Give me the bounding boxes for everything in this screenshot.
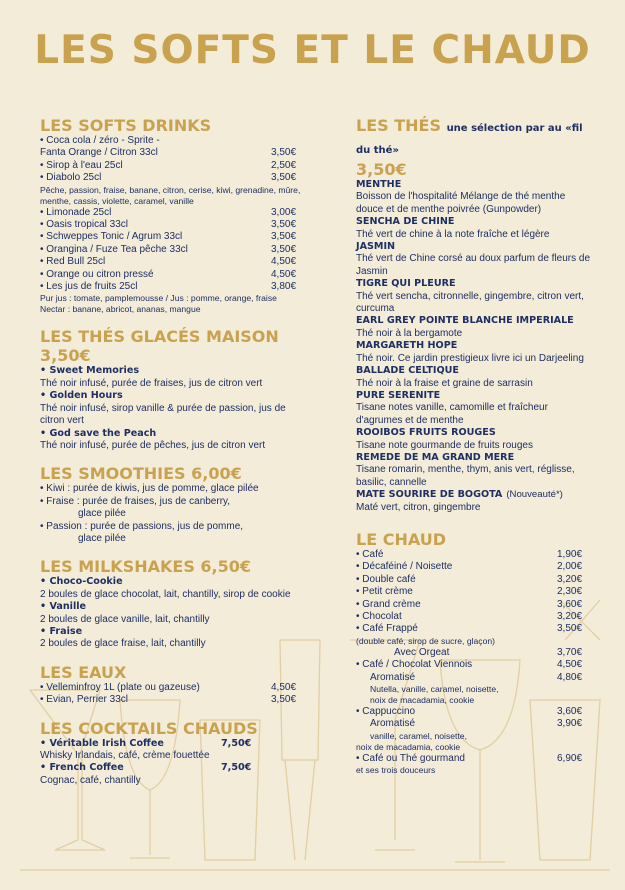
menu-row xyxy=(356,599,591,611)
menu-row xyxy=(40,281,305,293)
item-price: 4,50€ xyxy=(557,659,583,671)
smoothie-line: • Passion : purée de passions, jus de pomme, xyxy=(40,520,244,532)
left-column xyxy=(40,116,305,799)
teas-section xyxy=(356,116,591,514)
item-description: 2 boules de glace fraise, lait, chantilly xyxy=(40,638,206,650)
tea-name xyxy=(356,452,591,464)
menu-row xyxy=(40,219,305,231)
milkshakes-section xyxy=(40,557,305,650)
juice-note: Pur jus : tomate, pamplemousse / Jus : pomme, orange, fraise xyxy=(40,293,277,304)
page-title: LES SOFTS ET LE CHAUD xyxy=(34,28,591,73)
tea-description: Maté vert, citron, gingembre xyxy=(356,501,481,513)
menu-row xyxy=(40,269,305,281)
item-price: 3,50€ xyxy=(557,623,583,635)
item-name: • God save the Peach xyxy=(40,427,157,439)
item-label: • Café Frappé xyxy=(356,623,418,635)
tea-description: Thé noir. Ce jardin prestigieux livre ici un Darjeeling xyxy=(356,352,584,364)
tea-name xyxy=(356,315,591,327)
smoothies-section xyxy=(40,464,305,545)
item-price: 3,00€ xyxy=(271,206,297,218)
smoothie-line: • Fraise : purée de fraises, jus de canberry, xyxy=(40,495,231,507)
item-label: • Evian, Perrier 33cl xyxy=(40,694,128,706)
item-price xyxy=(557,731,591,742)
item-price: 7,50€ xyxy=(221,737,252,749)
item-price xyxy=(557,742,591,753)
menu-row xyxy=(40,244,305,256)
item-price xyxy=(557,684,591,695)
tea-name-text: JASMIN xyxy=(356,241,396,253)
smoothies-list xyxy=(40,483,305,545)
right-column xyxy=(356,116,591,788)
item-label: Aromatisé xyxy=(370,671,416,683)
item-price: 3,50€ xyxy=(271,231,297,243)
softs-list xyxy=(40,135,305,185)
tea-name-text: ROOIBOS FRUITS ROUGES xyxy=(356,427,496,439)
menu-row xyxy=(356,561,591,573)
menu-row xyxy=(356,695,591,706)
teas-heading-text: LES THÉS xyxy=(356,116,441,135)
item-label: • Café / Chocolat Viennois xyxy=(356,659,473,671)
menu-row xyxy=(356,647,591,659)
tea-description: Thé vert de chine à la note fraîche et légère xyxy=(356,228,550,240)
tea-name xyxy=(356,278,591,290)
item-price: 3,70€ xyxy=(557,646,583,658)
item-price: 3,20€ xyxy=(557,573,583,585)
menu-row xyxy=(40,172,305,184)
menu-row xyxy=(40,207,305,219)
tea-name-text: BALLADE CELTIQUE xyxy=(356,365,459,377)
tea-name-text: SENCHA DE CHINE xyxy=(356,216,455,228)
item-label: • Oasis tropical 33cl xyxy=(40,219,128,231)
menu-row xyxy=(356,623,591,635)
waters-list xyxy=(40,682,305,707)
item-description: Cognac, café, chantilly xyxy=(40,774,141,786)
smoothie-line: • Kiwi : purée de kiwis, jus de pomme, glace pilée xyxy=(40,483,259,495)
milkshakes-heading: LES MILKSHAKES 6,50€ xyxy=(40,557,252,577)
hot-drinks-list xyxy=(356,549,591,776)
item-price: 3,20€ xyxy=(557,611,583,622)
item-price xyxy=(271,135,305,147)
item-price: 7,50€ xyxy=(221,762,252,774)
tea-name-text: MATE SOURIRE DE BOGOTA xyxy=(356,489,503,501)
item-label: Fanta Orange / Citron 33cl xyxy=(40,147,158,159)
menu-row xyxy=(40,682,305,694)
item-name: • Fraise xyxy=(40,625,83,637)
menu-row xyxy=(356,636,591,647)
item-price: 3,60€ xyxy=(557,706,583,718)
item-price: 3,80€ xyxy=(271,281,297,293)
item-label: • Schweppes Tonic / Agrum 33cl xyxy=(40,231,183,243)
menu-row xyxy=(356,659,591,671)
syrup-flavors-note: Pêche, passion, fraise, banane, citron, cerise, kiwi, grenadine, mûre, menthe, cassis, violette, caramel, vanille xyxy=(40,184,301,206)
tea-name-text: MARGARETH HOPE xyxy=(356,340,458,352)
item-price: 1,90€ xyxy=(557,548,583,560)
menu-row xyxy=(356,731,591,742)
tea-name-text: TIGRE QUI PLEURE xyxy=(356,278,456,290)
item-label: • Petit crème xyxy=(356,586,413,598)
item-price: 4,80€ xyxy=(557,671,583,683)
item-price: 3,50€ xyxy=(271,147,297,159)
cocktail-row xyxy=(40,762,305,774)
smoothie-line-cont: glace pilée xyxy=(78,508,126,520)
item-label: noix de macadamia, cookie xyxy=(370,695,475,706)
item-label: • Red Bull 25cl xyxy=(40,256,106,268)
menu-row xyxy=(40,694,305,706)
tea-name xyxy=(356,390,591,402)
item-name: • Choco-Cookie xyxy=(40,576,123,588)
hot-drinks-heading: LE CHAUD xyxy=(356,529,446,549)
item-description: Thé noir infusé, purée de pêches, jus de citron vert xyxy=(40,439,266,451)
item-label: et ses trois douceurs xyxy=(356,765,436,776)
menu-row xyxy=(356,574,591,586)
menu-row xyxy=(40,147,305,159)
tea-name xyxy=(356,216,591,228)
item-label: • Café xyxy=(356,548,384,560)
item-label: • Coca cola / zéro - Sprite - xyxy=(40,135,160,146)
item-price: 3,50€ xyxy=(271,219,297,231)
item-price: 4,50€ xyxy=(271,268,297,280)
item-description: Thé noir infusé, purée de fraises, jus de citron vert xyxy=(40,377,263,389)
waters-heading: LES EAUX xyxy=(40,662,127,682)
item-label: • Cappuccino xyxy=(356,706,416,718)
menu-row xyxy=(356,672,591,684)
item-label: • Décaféiné / Noisette xyxy=(356,561,453,573)
item-price: 3,90€ xyxy=(557,718,583,730)
menu-row xyxy=(356,586,591,598)
menu-row xyxy=(356,611,591,623)
tea-name xyxy=(356,365,591,377)
tea-description: Thé vert de Chine corsé au doux parfum de fleurs de Jasmin xyxy=(356,253,591,277)
item-label: • Sirop à l'eau 25cl xyxy=(40,159,123,171)
tea-name xyxy=(356,340,591,352)
smoothie-line-cont: glace pilée xyxy=(78,532,126,544)
item-label: • Grand crème xyxy=(356,598,421,610)
item-name: • Vanille xyxy=(40,601,87,613)
item-label: vanille, caramel, noisette, xyxy=(370,730,467,741)
item-label: • Orange ou citron pressé xyxy=(40,268,154,280)
item-price xyxy=(557,695,591,706)
item-label: • Diabolo 25cl xyxy=(40,172,102,184)
item-price: 3,50€ xyxy=(271,243,297,255)
tea-name-text: EARL GREY POINTE BLANCHE IMPERIALE xyxy=(356,315,574,327)
item-label: • Limonade 25cl xyxy=(40,206,112,218)
menu-row xyxy=(40,135,305,147)
softs-section xyxy=(40,116,305,315)
item-description: Whisky Irlandais, café, crème fouettée xyxy=(40,750,210,761)
menu-row xyxy=(40,160,305,172)
item-label: Nutella, vanille, caramel, noisette, xyxy=(370,684,499,695)
teas-list xyxy=(356,179,591,514)
item-price: 2,30€ xyxy=(557,586,583,598)
tea-name xyxy=(356,489,591,501)
tea-name xyxy=(356,241,591,253)
softs-list-2 xyxy=(40,207,305,294)
menu-row xyxy=(356,718,591,730)
tea-name-text: MENTHE xyxy=(356,179,402,190)
tea-name xyxy=(356,179,591,191)
tea-name-text: PURE SERENITE xyxy=(356,389,441,401)
item-price: 6,90€ xyxy=(557,752,583,764)
item-price: 2,00€ xyxy=(557,561,583,573)
hot-cocktails-list xyxy=(40,738,305,788)
menu-row xyxy=(356,706,591,718)
smoothies-heading: LES SMOOTHIES 6,00€ xyxy=(40,464,242,484)
item-label: • Velleminfroy 1L (plate ou gazeuse) xyxy=(40,681,200,693)
menu-row xyxy=(356,549,591,561)
item-price: 3,60€ xyxy=(557,598,583,610)
cocktail-row xyxy=(40,738,305,750)
milkshakes-list xyxy=(40,576,305,650)
item-label: • Chocolat xyxy=(356,611,402,622)
teas-subtitle: une sélection par au «fil du thé» xyxy=(356,123,583,156)
menu-row xyxy=(356,742,591,753)
nectar-note: Nectar : banane, abricot, ananas, mangue xyxy=(40,304,201,315)
item-price: 4,50€ xyxy=(271,681,297,693)
tea-new-tag: (Nouveauté*) xyxy=(506,489,563,501)
item-label: noix de macadamia, cookie xyxy=(356,741,461,752)
tea-description: Thé noir à la bergamote xyxy=(356,327,463,339)
iced-teas-list xyxy=(40,365,305,452)
item-label: Avec Orgeat xyxy=(394,646,450,658)
tea-description: Thé vert sencha, citronnelle, gingembre, citron vert, curcuma xyxy=(356,290,584,315)
item-label: • Café ou Thé gourmand xyxy=(356,752,465,764)
tea-name xyxy=(356,427,591,439)
item-name: • French Coffee xyxy=(40,762,124,774)
teas-heading xyxy=(356,116,591,160)
tea-description: Tisane notes vanille, camomille et fraîcheur d'agrumes et de menthe xyxy=(356,402,548,426)
waters-section xyxy=(40,663,305,707)
item-name: • Golden Hours xyxy=(40,390,123,402)
item-price: 3,50€ xyxy=(271,694,297,706)
item-description: Thé noir infusé, sirop vanille & purée de passion, jus de citron vert xyxy=(40,402,286,427)
iced-teas-section xyxy=(40,327,305,452)
item-label: • Les jus de fruits 25cl xyxy=(40,281,138,293)
item-label: Aromatisé xyxy=(370,718,416,730)
item-name: • Sweet Memories xyxy=(40,365,140,377)
softs-heading: LES SOFTS DRINKS xyxy=(40,116,212,135)
tea-description: Tisane note gourmande de fruits rouges xyxy=(356,439,533,451)
item-price: 3,50€ xyxy=(271,172,297,184)
menu-row xyxy=(356,753,591,765)
tea-description: Boisson de l'hospitalité Mélange de thé menthe douce et de menthe poivrée (Gunpowder) xyxy=(356,191,566,215)
item-label: (double café, sirop de sucre, glaçon) xyxy=(356,635,496,646)
item-price: 4,50€ xyxy=(271,256,297,268)
tea-name-text: REMEDE DE MA GRAND MERE xyxy=(356,451,515,463)
item-description: 2 boules de glace chocolat, lait, chantilly, sirop de cookie xyxy=(40,588,291,600)
hot-drinks-section xyxy=(356,530,591,776)
item-description: 2 boules de glace vanille, lait, chantilly xyxy=(40,613,210,625)
menu-row xyxy=(40,231,305,243)
item-price: 2,50€ xyxy=(271,159,297,171)
item-price xyxy=(557,765,591,776)
item-name: • Véritable Irish Coffee xyxy=(40,737,164,749)
tea-description: Tisane romarin, menthe, thym, anis vert, réglisse, basilic, cannelle xyxy=(356,464,575,488)
iced-teas-heading: LES THÉS GLACÉS MAISON 3,50€ xyxy=(40,327,279,366)
teas-price: 3,50€ xyxy=(356,160,407,179)
item-label: • Orangina / Fuze Tea pêche 33cl xyxy=(40,243,188,255)
menu-row xyxy=(40,256,305,268)
tea-description: Thé noir à la fraise et graine de sarrasin xyxy=(356,377,533,389)
hot-cocktails-section xyxy=(40,719,305,788)
menu-row xyxy=(356,684,591,695)
hot-cocktails-heading: LES COCKTAILS CHAUDS xyxy=(40,718,258,738)
item-price xyxy=(557,636,591,647)
item-label: • Double café xyxy=(356,573,416,585)
menu-row xyxy=(356,765,591,776)
